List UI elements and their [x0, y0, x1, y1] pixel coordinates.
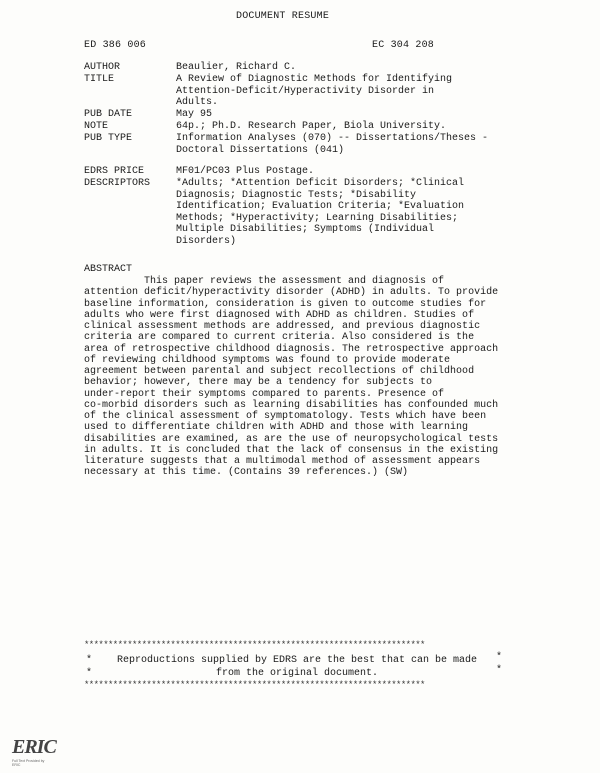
field-value-title-line-2: Attention-Deficit/Hyperactivity Disorder in	[176, 85, 435, 97]
abstract-line: clinical assessment methods are addressed, and previous diagnostic	[84, 321, 481, 332]
abstract-line: in adults. It is concluded that the lack of consensus in the existing	[84, 444, 499, 456]
abstract-line: area of retrospective childhood diagnosis. The retrospective approach	[84, 343, 499, 355]
footer-line-1: Reproductions supplied by EDRS are the best that can be made	[117, 655, 478, 666]
document-title: DOCUMENT RESUME	[236, 11, 330, 22]
field-value-pub-date-line-1: May 95	[176, 109, 213, 120]
field-label-author: AUTHOR	[84, 62, 121, 73]
field-label-pub-type: PUB TYPE	[84, 133, 133, 144]
field-value-pub-type-line-1: Information Analyses (070) -- Dissertations/Theses -	[176, 133, 489, 144]
footer-edge-star-right-1: *	[496, 652, 503, 663]
footer-border-bottom: ***********************************************************************	[84, 680, 425, 690]
footer-edge-star-right-2: *	[496, 665, 503, 676]
abstract-line: adults who were first diagnosed with ADHD as children. Studies of	[84, 309, 475, 321]
field-value-descriptors-line-2: Diagnosis; Diagnostic Tests; *Disability	[176, 189, 417, 201]
abstract-line: used to differentiate children with ADHD and those with learning	[84, 422, 469, 434]
field-label-descriptors: DESCRIPTORS	[84, 178, 151, 189]
footer-edge-star-left-2: *	[86, 668, 93, 679]
field-value-note-line-1: 64p.; Ph.D. Research Paper, Biola University.	[176, 121, 447, 132]
field-value-pub-type-line-2: Doctoral Dissertations (041)	[176, 144, 345, 156]
field-value-title-line-3: Adults.	[176, 97, 219, 109]
ec-number: EC 304 208	[372, 40, 435, 51]
abstract-line: literature suggests that a multimodal method of assessment appears	[84, 456, 481, 467]
abstract-line: baseline information, consideration is given to outcome studies for	[84, 298, 487, 310]
eric-logo-text: ERIC	[12, 736, 56, 758]
abstract-line: of the clinical assessment of symptomatology. Tests which have been	[84, 411, 487, 422]
field-value-title-line-1: A Review of Diagnostic Methods for Identifying	[176, 74, 453, 85]
field-value-descriptors-line-4: Methods; *Hyperactivity; Learning Disabilities;	[176, 212, 459, 224]
abstract-text	[84, 276, 498, 479]
abstract-line: attention deficit/hyperactivity disorder (ADHD) in adults. To provide	[84, 287, 499, 299]
field-value-edrs-price-line-1: MF01/PC03 Plus Postage.	[176, 166, 315, 177]
abstract-line: of reviewing childhood symptoms was found to provide moderate	[84, 354, 451, 366]
field-label-note: NOTE	[84, 121, 109, 132]
eric-logo	[12, 736, 56, 767]
footer-edge-star-left-1: *	[86, 655, 93, 666]
abstract-line: agreement between parental and subject recollections of childhood	[84, 366, 475, 377]
field-value-descriptors-line-5: Multiple Disabilities; Symptoms (Individual	[176, 224, 435, 236]
field-value-descriptors-line-1: *Adults; *Attention Deficit Disorders; *Clinical	[176, 178, 465, 189]
footer-border-top: ***********************************************************************	[84, 640, 425, 650]
field-value-descriptors-line-6: Disorders)	[176, 236, 237, 247]
abstract-line: under-report their symptoms compared to parents. Presence of	[84, 388, 445, 400]
field-label-edrs-price: EDRS PRICE	[84, 166, 145, 177]
abstract-line: behavior; however, there may be a tendency for subjects to	[84, 377, 433, 389]
field-value-descriptors-line-3: Identification; Evaluation Criteria; *Evaluation	[176, 201, 465, 213]
field-value-author-line-1: Beaulier, Richard C.	[176, 62, 297, 73]
ed-number: ED 386 006	[84, 40, 147, 51]
abstract-line: necessary at this time. (Contains 39 references.) (SW)	[84, 467, 409, 479]
field-label-title: TITLE	[84, 74, 115, 85]
abstract-line: This paper reviews the assessment and diagnosis of	[84, 276, 445, 287]
abstract-line: co-morbid disorders such as learning disabilities has confounded much	[84, 399, 499, 411]
abstract-line: disabilities are examined, as are the use of neuropsychological tests	[84, 433, 499, 445]
eric-logo-subtitle: Full Text Provided by ERIC	[12, 759, 45, 767]
field-label-pub-date: PUB DATE	[84, 109, 133, 120]
abstract-label: ABSTRACT	[84, 264, 133, 275]
abstract-line: criteria are compared to current criteria. Also considered is the	[84, 332, 475, 344]
footer-line-2: from the original document.	[216, 668, 379, 679]
